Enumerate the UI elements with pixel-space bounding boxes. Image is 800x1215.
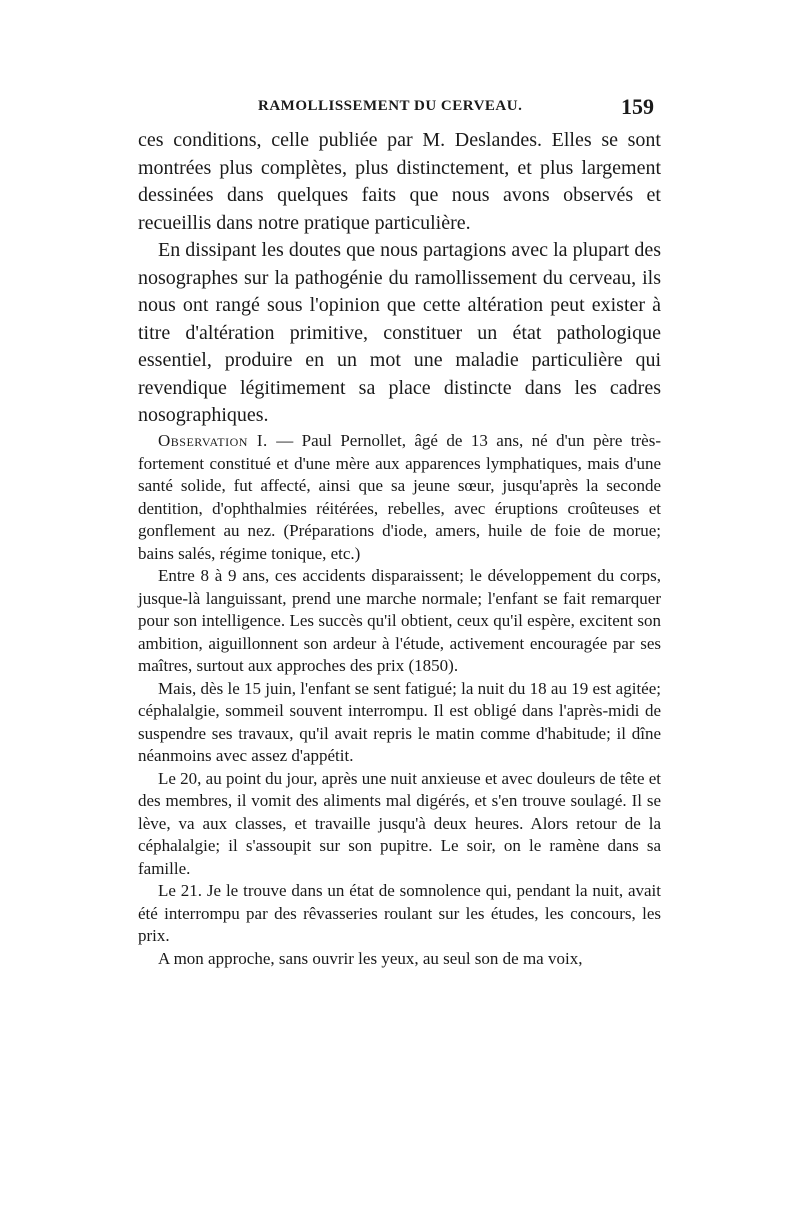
observation-first-text: — Paul Pernollet, âgé de 13 ans, né d'un père très-fortement constitué et d'une mère aux apparences lymphatiques, mais d'une santé solide, fut affecté, ainsi que sa jeune sœur, jusqu'après la seconde dentition, d'ophthalmies réitérées, rebelles, avec éruptions croûteuses et gonflement au nez. (Préparations d'iode, amers, huile de foie de morue; bains salés, régime tonique, etc.)	[138, 431, 662, 563]
page-number: 159	[621, 94, 654, 119]
intro-text	[138, 127, 661, 430]
observation-paragraph-3: Mais, dès le 15 juin, l'enfant se sent fatigué; la nuit du 18 au 19 est agitée; céphalalgie, sommeil souvent interrompu. Il est obligé dans l'après-midi de suspendre ses travaux, qu'il avait repris le matin comme d'habitude; il dîne néanmoins avec assez d'appétit.	[138, 678, 661, 765]
running-title: RAMOLLISSEMENT DU CERVEAU.	[258, 98, 523, 114]
observation-paragraph-6: A mon approche, sans ouvrir les yeux, au seul son de ma voix,	[158, 948, 583, 968]
paragraph-1: ces conditions, celle publiée par M. Deslandes. Elles se sont montrées plus complètes, plus distinctement, et plus largement dessinées dans quelques faits que nous avons observés et recueillis dans notre pratique particulière.	[138, 129, 661, 234]
observation-paragraph-5: Le 21. Je le trouve dans un état de somnolence qui, pendant la nuit, avait été interrompu par des rêvasseries roulant sur les études, les concours, les prix.	[138, 881, 661, 945]
observation-first-paragraph	[138, 430, 661, 565]
observation-paragraph-4: Le 20, au point du jour, après une nuit anxieuse et avec douleurs de tête et des membres, il vomit des aliments mal digérés, et s'en trouve soulagé. Il se lève, va aux classes, et travaille jusqu'à deux heures. Alors retour de la céphalalgie; il s'assoupit sur son pupitre. Le soir, on le ramène dans sa famille.	[138, 768, 662, 878]
observation-section	[138, 430, 661, 970]
observation-paragraph-2: Entre 8 à 9 ans, ces accidents disparaissent; le développement du corps, jusque-là languissant, prend une marche normale; l'enfant se fait remarquer pour son intelligence. Les succès qu'il obtient, ceux qu'il espère, excitent son ambition, aiguillonnent son ardeur à l'étude, activement encouragée par ses maîtres, surtout aux approches des prix (1850).	[138, 566, 661, 675]
observation-label: Observation I.	[158, 431, 268, 450]
running-head	[138, 94, 658, 120]
paragraph-2: En dissipant les doutes que nous partagions avec la plupart des nosographes sur la pathogénie du ramollissement du cerveau, ils nous ont rangé sous l'opinion que cette altération peut exister à titre d'altération primitive, constituer un état pathologique essentiel, produire en un mot une maladie particulière qui revendique légitimement sa place distincte dans les cadres nosographiques.	[138, 239, 661, 426]
